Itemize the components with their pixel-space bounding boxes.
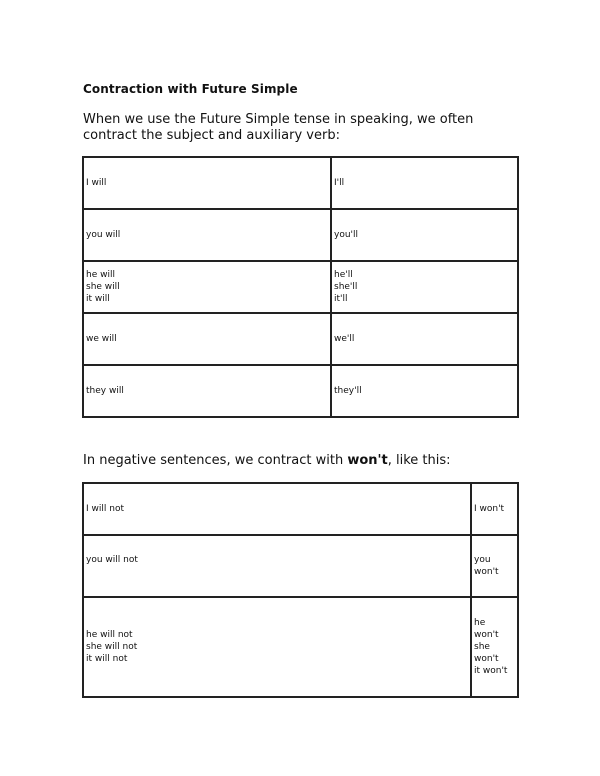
contracted-form-cell: you won't	[471, 535, 518, 597]
contracted-form-cell: they'll	[331, 365, 518, 417]
full-form-cell: he will not she will not it will not	[83, 597, 471, 697]
table-row	[83, 157, 518, 209]
contracted-form-cell: he'll she'll it'll	[331, 261, 518, 313]
full-form-cell: they will	[83, 365, 331, 417]
full-form-cell: he will she will it will	[83, 261, 331, 313]
table-row	[83, 535, 518, 597]
intro-paragraph: When we use the Future Simple tense in speaking, we often contract the subject and auxiliary verb:	[83, 112, 474, 143]
table-row	[83, 209, 518, 261]
table-row	[83, 597, 518, 697]
table-row	[83, 261, 518, 313]
contracted-form-cell: I'll	[331, 157, 518, 209]
section-title: Contraction with Future Simple	[83, 82, 298, 96]
contracted-form-cell: he won't she won't it won't	[471, 597, 518, 697]
negative-emphasis: won't	[347, 453, 388, 468]
contracted-form-cell: we'll	[331, 313, 518, 365]
table-row	[83, 313, 518, 365]
full-form-cell: you will not	[83, 535, 471, 597]
contraction-table	[82, 156, 519, 418]
negative-paragraph	[83, 453, 451, 468]
full-form-cell: I will	[83, 157, 331, 209]
full-form-cell: you will	[83, 209, 331, 261]
negative-contraction-table	[82, 482, 519, 698]
table-row	[83, 365, 518, 417]
negative-text-after: , like this:	[387, 453, 451, 468]
full-form-cell: I will not	[83, 483, 471, 535]
full-form-cell: we will	[83, 313, 331, 365]
table-row	[83, 483, 518, 535]
negative-text-before: In negative sentences, we contract with	[83, 453, 348, 468]
contracted-form-cell: you'll	[331, 209, 518, 261]
contracted-form-cell: I won't	[471, 483, 518, 535]
